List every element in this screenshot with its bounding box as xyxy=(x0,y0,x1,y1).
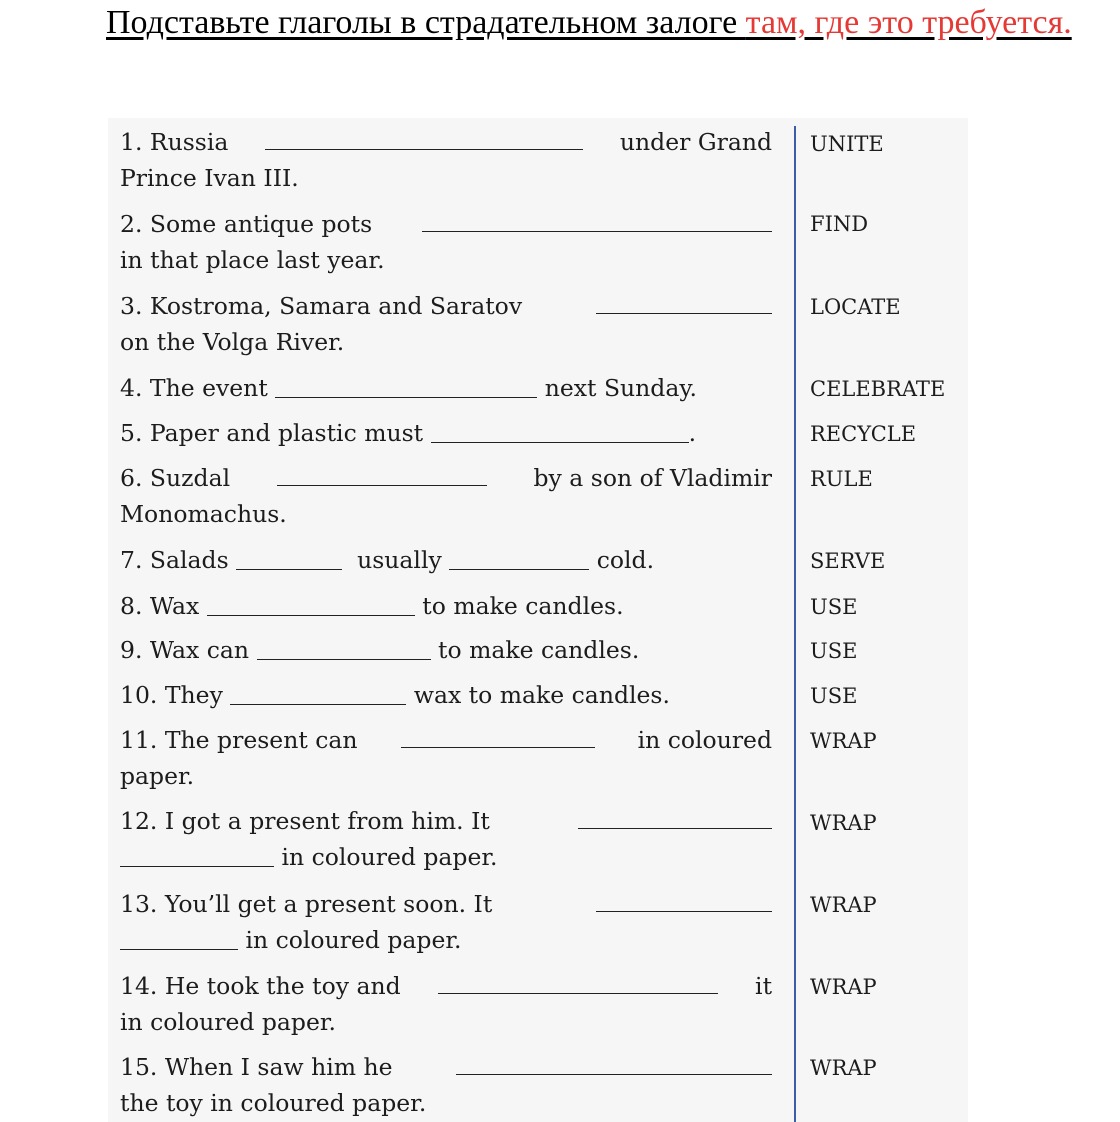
answer-blank[interactable] xyxy=(230,688,406,705)
verb-4: CELEBRATE xyxy=(810,377,946,401)
answer-blank[interactable] xyxy=(207,599,415,616)
exercise-13: 13. You’ll get a present soon. It in coloured paper. xyxy=(120,886,772,958)
exercise-12: 12. I got a present from him. It in coloured paper. xyxy=(120,803,772,875)
answer-blank[interactable] xyxy=(401,731,595,748)
answer-blank[interactable] xyxy=(236,553,342,570)
verb-5: RECYCLE xyxy=(810,422,917,446)
column-divider xyxy=(794,126,796,1122)
verb-13: WRAP xyxy=(810,893,877,917)
exercise-2: 2. Some antique pots in that place last year. xyxy=(120,206,772,278)
task-heading xyxy=(52,0,1072,46)
verb-14: WRAP xyxy=(810,975,877,999)
verb-7: SERVE xyxy=(810,549,886,573)
answer-blank[interactable] xyxy=(456,1058,772,1075)
answer-blank[interactable] xyxy=(257,643,431,660)
answer-blank[interactable] xyxy=(596,895,772,912)
answer-blank[interactable] xyxy=(275,381,537,398)
answer-blank[interactable] xyxy=(422,215,772,232)
heading-instruction: Подставьте глаголы в страдательном залоге xyxy=(106,4,746,41)
answer-blank[interactable] xyxy=(449,553,589,570)
exercise-15: 15. When I saw him he the toy in coloured paper. xyxy=(120,1049,772,1121)
exercise-5: 5. Paper and plastic must . xyxy=(120,419,697,447)
exercise-14: 14. He took the toy and it in coloured paper. xyxy=(120,972,773,1036)
exercise-11: 11. The present can in coloured paper. xyxy=(120,726,773,790)
verb-10: USE xyxy=(810,684,858,708)
exercise-10: 10. They wax to make candles. xyxy=(120,681,670,709)
verb-8: USE xyxy=(810,595,858,619)
exercise-8: 8. Wax to make candles. xyxy=(120,592,624,620)
answer-blank[interactable] xyxy=(265,133,583,150)
exercise-9: 9. Wax can to make candles. xyxy=(120,636,640,664)
verb-11: WRAP xyxy=(810,729,877,753)
verb-2: FIND xyxy=(810,212,869,236)
answer-blank[interactable] xyxy=(438,977,718,994)
verb-12: WRAP xyxy=(810,811,877,835)
exercise-4: 4. The event next Sunday. xyxy=(120,374,697,402)
verb-1: UNITE xyxy=(810,132,884,156)
answer-blank[interactable] xyxy=(596,297,772,314)
heading-instruction-red: там, где это требуется. xyxy=(745,4,1072,41)
verb-6: RULE xyxy=(810,467,873,491)
verb-9: USE xyxy=(810,639,858,663)
exercise-6: 6. Suzdal by a son of Vladimir Monomachus. xyxy=(120,464,772,528)
answer-blank[interactable] xyxy=(120,850,274,867)
exercise-7: 7. Salads usually cold. xyxy=(120,546,655,574)
answer-blank[interactable] xyxy=(431,426,689,443)
verb-15: WRAP xyxy=(810,1056,877,1080)
verb-3: LOCATE xyxy=(810,295,901,319)
exercise-1: 1. Russia under Grand Prince Ivan III. xyxy=(120,128,773,192)
exercise-3: 3. Kostroma, Samara and Saratov on the Volga River. xyxy=(120,288,772,360)
answer-blank[interactable] xyxy=(578,812,772,829)
answer-blank[interactable] xyxy=(277,469,487,486)
answer-blank[interactable] xyxy=(120,933,238,950)
